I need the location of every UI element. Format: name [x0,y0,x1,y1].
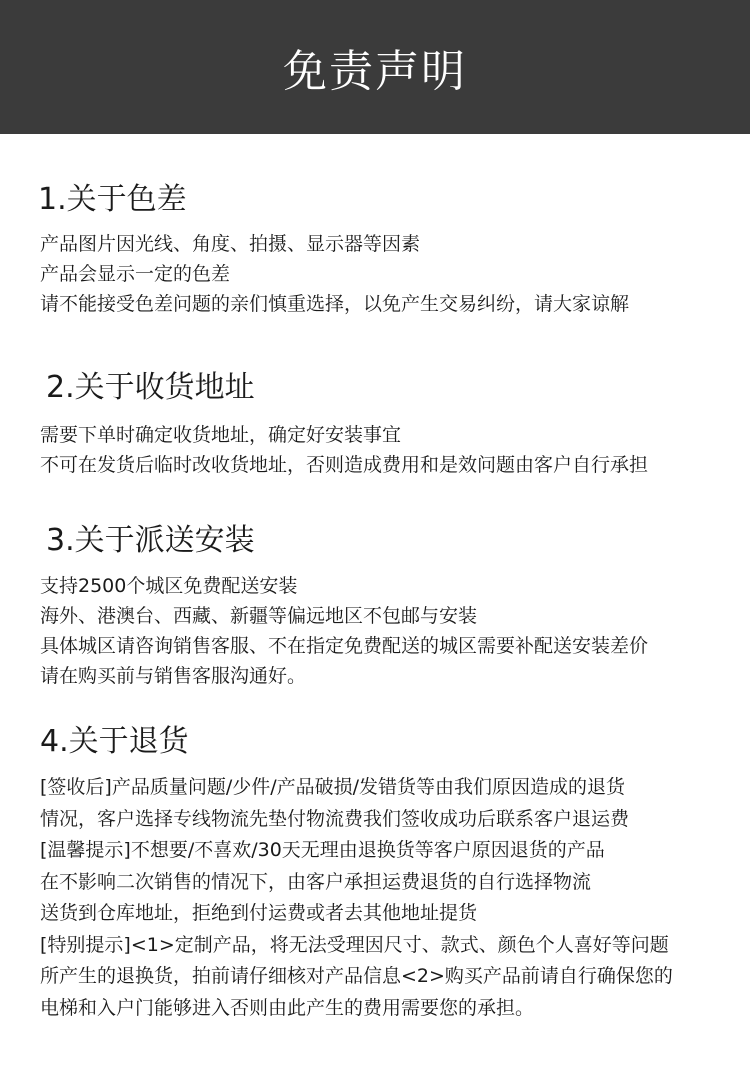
body-line: [签收后]产品质量问题/少件/产品破损/发错货等由我们原因造成的退货 [40,776,626,798]
body-line: 电梯和入户门能够进入否则由此产生的费用需要您的承担。 [40,996,535,1019]
section-body-shipping-address [40,420,648,480]
body-line: [特别提示]<1>定制产品，将无法受理因尺寸、款式、颜色个人喜好等问题 [40,933,669,956]
section-heading-delivery-installation: 3.关于派送安装 [46,523,255,558]
body-line: 具体城区请咨询销售客服、不在指定免费配送的城区需要补配送安装差价 [40,635,649,657]
body-line: 不可在发货后临时改收货地址，否则造成费用和是效问题由客户自行承担 [40,454,649,476]
section-body-delivery-installation [40,571,648,691]
section-heading-returns: 4.关于退货 [40,724,189,759]
page-title: 免责声明 [283,46,467,97]
body-line: 海外、港澳台、西藏、新疆等偏远地区不包邮与安装 [40,605,478,627]
section-body-returns [40,772,673,1024]
section-heading-shipping-address: 2.关于收货地址 [46,370,255,405]
body-line: 需要下单时确定收货地址，确定好安装事宜 [40,424,402,446]
body-line: 所产生的退换货，拍前请仔细核对产品信息<2>购买产品前请自行确保您的 [40,965,673,987]
body-line: 支持2500个城区免费配送安装 [40,575,298,597]
body-line: 在不影响二次销售的情况下，由客户承担运费退货的自行选择物流 [40,870,592,893]
body-line: [温馨提示]不想要/不喜欢/30天无理由退换货等客户原因退货的产品 [40,839,605,861]
body-line: 产品图片因光线、角度、拍摄、显示器等因素 [40,233,421,255]
body-line: 请在购买前与销售客服沟通好。 [40,665,307,687]
body-line: 送货到仓库地址，拒绝到付运费或者去其他地址提货 [40,902,478,924]
section-body-color-difference [40,229,629,319]
title-banner [0,0,750,134]
body-line: 情况，客户选择专线物流先垫付物流费我们签收成功后联系客户退运费 [40,807,630,830]
section-heading-color-difference: 1.关于色差 [38,182,187,217]
body-line: 请不能接受色差问题的亲们慎重选择，以免产生交易纠纷，请大家谅解 [40,293,630,315]
body-line: 产品会显示一定的色差 [40,263,231,285]
